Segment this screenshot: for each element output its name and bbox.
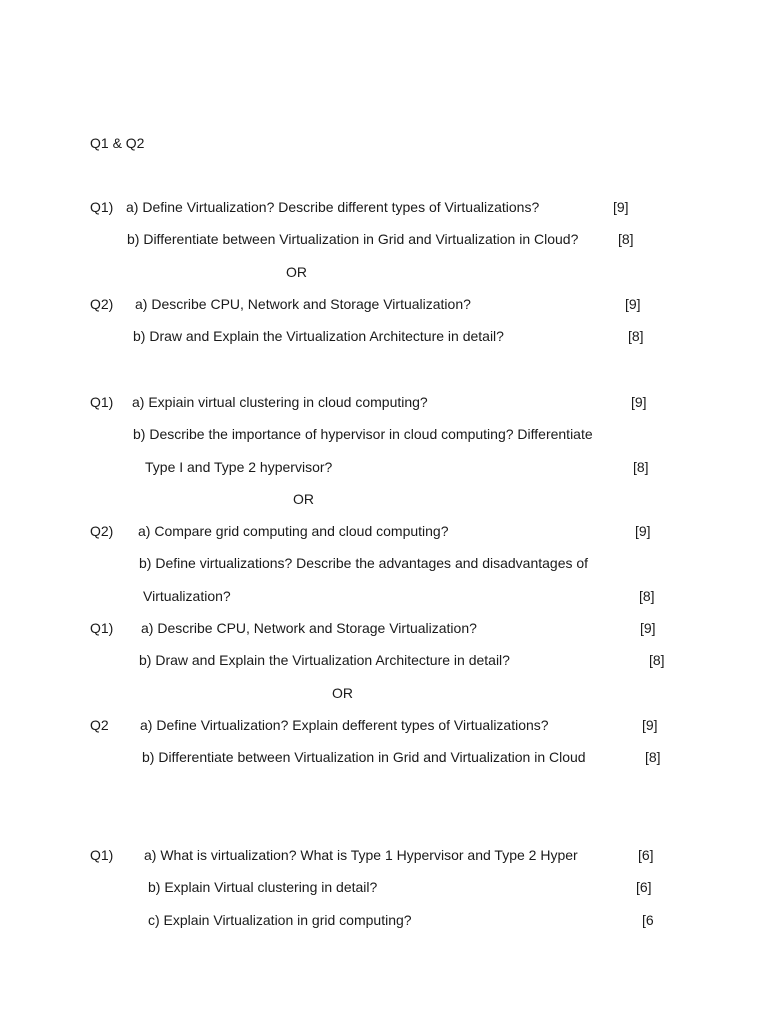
question-text: Virtualization? — [143, 588, 231, 604]
question-text: b) Draw and Explain the Virtualization Architecture in detail? — [139, 652, 510, 668]
question-marks: [8] — [645, 749, 661, 765]
question-text: b) Draw and Explain the Virtualization Architecture in detail? — [133, 328, 504, 344]
or-separator: OR — [332, 685, 353, 701]
question-number: Q1) — [90, 394, 114, 410]
or-separator: OR — [286, 264, 307, 280]
or-separator: OR — [293, 491, 314, 507]
question-number: Q1) — [90, 199, 114, 215]
question-text: a) What is virtualization? What is Type 1 Hypervisor and Type 2 Hyper — [144, 847, 578, 863]
question-text: c) Explain Virtualization in grid computing? — [148, 912, 412, 928]
question-text: b) Define virtualizations? Describe the advantages and disadvantages of — [139, 555, 589, 571]
question-marks: [8] — [649, 652, 665, 668]
question-marks: [8] — [639, 588, 655, 604]
question-text: a) Define Virtualization? Describe different types of Virtualizations? — [126, 199, 540, 215]
question-text: a) Describe CPU, Network and Storage Virtualization? — [135, 296, 471, 312]
question-text: a) Expiain virtual clustering in cloud computing? — [132, 394, 428, 410]
question-marks: [9] — [642, 717, 658, 733]
question-text: a) Compare grid computing and cloud computing? — [138, 523, 449, 539]
question-number: Q2) — [90, 296, 114, 312]
question-marks: [6 — [642, 912, 654, 928]
question-marks: [8] — [628, 328, 644, 344]
question-text: a) Describe CPU, Network and Storage Virtualization? — [141, 620, 477, 636]
question-text: Type I and Type 2 hypervisor? — [145, 459, 333, 475]
question-number: Q2) — [90, 523, 114, 539]
question-marks: [9] — [635, 523, 651, 539]
page-heading: Q1 & Q2 — [90, 135, 145, 151]
question-marks: [8] — [633, 459, 649, 475]
question-text: b) Describe the importance of hypervisor in cloud computing? Differentiate — [133, 426, 593, 442]
question-number: Q2 — [90, 717, 109, 733]
question-number: Q1) — [90, 847, 114, 863]
question-marks: [6] — [638, 847, 654, 863]
question-marks: [9] — [631, 394, 647, 410]
question-text: b) Differentiate between Virtualization in Grid and Virtualization in Cloud — [142, 749, 586, 765]
question-marks: [9] — [625, 296, 641, 312]
question-marks: [9] — [613, 199, 629, 215]
question-marks: [6] — [636, 879, 652, 895]
question-marks: [9] — [640, 620, 656, 636]
question-text: a) Define Virtualization? Explain defferent types of Virtualizations? — [140, 717, 549, 733]
question-number: Q1) — [90, 620, 114, 636]
question-text: b) Differentiate between Virtualization in Grid and Virtualization in Cloud? — [127, 231, 579, 247]
question-text: b) Explain Virtual clustering in detail? — [148, 879, 378, 895]
question-marks: [8] — [618, 231, 634, 247]
